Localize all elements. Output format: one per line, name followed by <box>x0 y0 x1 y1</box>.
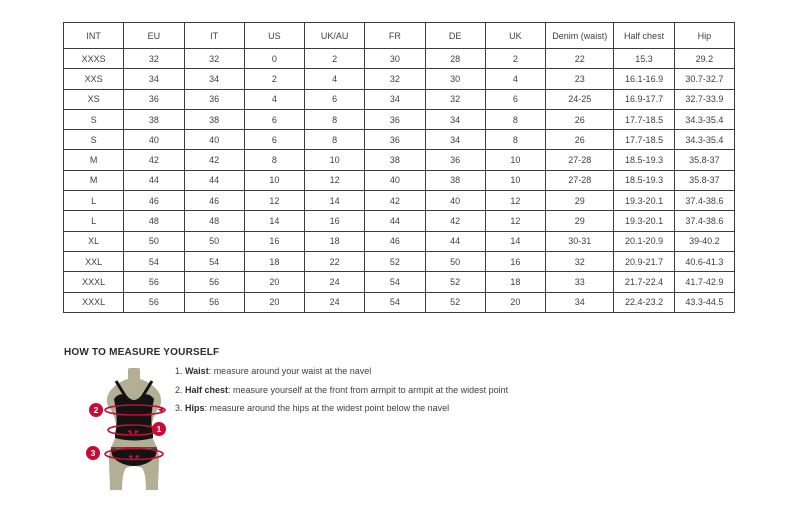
size-cell: 19.3-20.1 <box>614 211 674 231</box>
size-cell: 35.8-37 <box>674 170 734 190</box>
step-text: : measure around the hips at the widest point below the navel <box>204 403 450 413</box>
size-cell: 40 <box>365 170 425 190</box>
step-text: : measure yourself at the front from armpit to armpit at the widest point <box>228 384 509 395</box>
measure-step <box>175 400 508 419</box>
size-cell: 12 <box>485 211 545 231</box>
size-cell: 44 <box>425 231 485 251</box>
size-cell: 29.2 <box>674 49 734 69</box>
chest-marker-badge <box>89 403 103 417</box>
size-cell: 34.3-35.4 <box>674 109 734 129</box>
size-row <box>64 170 735 190</box>
mannequin-illustration <box>86 364 182 490</box>
size-cell: 10 <box>485 150 545 170</box>
size-cell: 21.7-22.4 <box>614 272 674 292</box>
size-cell: 42 <box>365 191 425 211</box>
size-cell: 40 <box>184 130 244 150</box>
size-cell: 40.6-41.3 <box>674 251 734 271</box>
size-cell: 30-31 <box>546 231 614 251</box>
size-cell: 36 <box>365 109 425 129</box>
hips-marker-badge <box>86 446 100 460</box>
size-cell: 8 <box>305 109 365 129</box>
size-cell: 44 <box>365 211 425 231</box>
size-cell: 17.7-18.5 <box>614 109 674 129</box>
column-header-fr: FR <box>365 23 425 49</box>
size-cell: 0 <box>244 49 304 69</box>
size-cell: 32 <box>184 49 244 69</box>
size-cell: XS <box>64 89 124 109</box>
size-cell: 4 <box>305 69 365 89</box>
size-cell: 16 <box>305 211 365 231</box>
size-cell: 56 <box>184 272 244 292</box>
step-label: Half chest <box>185 384 229 395</box>
size-row <box>64 150 735 170</box>
size-cell: S <box>64 130 124 150</box>
hips-marker-number: 3 <box>90 448 96 458</box>
size-cell: 29 <box>546 191 614 211</box>
size-cell: 54 <box>184 251 244 271</box>
step-text: : measure around your waist at the navel <box>208 366 372 376</box>
size-cell: 16 <box>485 251 545 271</box>
size-cell: 34.3-35.4 <box>674 130 734 150</box>
size-cell: 52 <box>425 272 485 292</box>
size-cell: 37.4-38.6 <box>674 191 734 211</box>
size-cell: 36 <box>184 89 244 109</box>
size-cell: 14 <box>305 191 365 211</box>
measure-steps-list <box>175 363 508 419</box>
size-cell: 18.5-19.3 <box>614 170 674 190</box>
waist-marker-badge <box>152 422 166 436</box>
column-header-eu: EU <box>124 23 184 49</box>
size-cell: 38 <box>365 150 425 170</box>
size-cell: 4 <box>244 89 304 109</box>
size-cell: 2 <box>485 49 545 69</box>
size-cell: 34 <box>546 292 614 312</box>
size-row <box>64 191 735 211</box>
step-number: 1. <box>175 366 186 376</box>
size-cell: 41.7-42.9 <box>674 272 734 292</box>
size-cell: 12 <box>305 170 365 190</box>
size-cell: 30 <box>365 49 425 69</box>
size-cell: 33 <box>546 272 614 292</box>
size-cell: 20.1-20.9 <box>614 231 674 251</box>
size-cell: 48 <box>124 211 184 231</box>
size-cell: 27-28 <box>546 150 614 170</box>
size-cell: 18 <box>244 251 304 271</box>
size-cell: 2 <box>244 69 304 89</box>
size-cell: 52 <box>425 292 485 312</box>
size-row <box>64 231 735 251</box>
size-row <box>64 49 735 69</box>
size-cell: 2 <box>305 49 365 69</box>
size-cell: 50 <box>124 231 184 251</box>
size-cell: 16.9-17.7 <box>614 89 674 109</box>
size-cell: 36 <box>124 89 184 109</box>
size-cell: 6 <box>244 109 304 129</box>
size-cell: 36 <box>425 150 485 170</box>
size-cell: 46 <box>365 231 425 251</box>
size-cell: 34 <box>184 69 244 89</box>
column-header-us: US <box>244 23 304 49</box>
size-cell: 16 <box>244 231 304 251</box>
size-row <box>64 69 735 89</box>
size-cell: 22.4-23.2 <box>614 292 674 312</box>
size-cell: 30 <box>425 69 485 89</box>
size-cell: 4 <box>485 69 545 89</box>
size-cell: 54 <box>365 272 425 292</box>
column-header-half-chest: Half chest <box>614 23 674 49</box>
size-cell: 28 <box>425 49 485 69</box>
size-cell: 29 <box>546 211 614 231</box>
step-label: Hips <box>185 403 205 413</box>
mannequin-figure-svg <box>86 364 182 490</box>
size-cell: 24 <box>305 272 365 292</box>
size-cell: 43.3-44.5 <box>674 292 734 312</box>
size-cell: XXXL <box>64 272 124 292</box>
size-cell: 34 <box>124 69 184 89</box>
size-cell: XXXL <box>64 292 124 312</box>
size-cell: L <box>64 211 124 231</box>
size-cell: 20 <box>244 292 304 312</box>
step-label: Waist <box>185 366 209 376</box>
size-cell: 50 <box>184 231 244 251</box>
size-cell: 8 <box>244 150 304 170</box>
size-cell: 44 <box>184 170 244 190</box>
size-cell: 46 <box>184 191 244 211</box>
size-cell: 6 <box>485 89 545 109</box>
size-cell: 32 <box>425 89 485 109</box>
size-cell: XXL <box>64 251 124 271</box>
size-cell: 32.7-33.9 <box>674 89 734 109</box>
size-chart-body <box>64 49 735 313</box>
size-cell: M <box>64 170 124 190</box>
size-cell: 10 <box>485 170 545 190</box>
size-cell: XXS <box>64 69 124 89</box>
size-cell: 22 <box>546 49 614 69</box>
measure-guide-heading: HOW TO MEASURE YOURSELF <box>64 347 220 358</box>
size-cell: 52 <box>365 251 425 271</box>
size-chart-header-row <box>64 23 735 49</box>
size-cell: 39-40.2 <box>674 231 734 251</box>
column-header-int: INT <box>64 23 124 49</box>
size-cell: 44 <box>124 170 184 190</box>
size-cell: M <box>64 150 124 170</box>
size-cell: 14 <box>485 231 545 251</box>
column-header-it: IT <box>184 23 244 49</box>
size-cell: 6 <box>244 130 304 150</box>
size-cell: 26 <box>546 109 614 129</box>
size-cell: 37.4-38.6 <box>674 211 734 231</box>
size-cell: 8 <box>485 130 545 150</box>
size-cell: 18 <box>485 272 545 292</box>
size-cell: 48 <box>184 211 244 231</box>
size-row <box>64 211 735 231</box>
measure-step <box>175 363 508 382</box>
size-cell: 54 <box>124 251 184 271</box>
size-chart-table <box>63 22 735 313</box>
size-cell: L <box>64 191 124 211</box>
size-cell: 26 <box>546 130 614 150</box>
size-cell: 34 <box>425 109 485 129</box>
size-cell: 20 <box>485 292 545 312</box>
size-cell: 36 <box>365 130 425 150</box>
size-cell: 18 <box>305 231 365 251</box>
step-number: 2. <box>175 384 186 395</box>
size-row <box>64 272 735 292</box>
size-cell: 16.1-16.9 <box>614 69 674 89</box>
chest-marker-number: 2 <box>93 405 99 415</box>
size-cell: 22 <box>305 251 365 271</box>
size-cell: 38 <box>184 109 244 129</box>
size-cell: 42 <box>184 150 244 170</box>
size-cell: 24 <box>305 292 365 312</box>
column-header-uk: UK <box>485 23 545 49</box>
size-cell: 24-25 <box>546 89 614 109</box>
size-cell: 32 <box>124 49 184 69</box>
size-cell: 32 <box>365 69 425 89</box>
size-row <box>64 109 735 129</box>
size-cell: 50 <box>425 251 485 271</box>
size-cell: XL <box>64 231 124 251</box>
size-cell: 23 <box>546 69 614 89</box>
column-header-uk-au: UK/AU <box>305 23 365 49</box>
size-cell: 38 <box>124 109 184 129</box>
size-cell: 8 <box>305 130 365 150</box>
size-cell: 42 <box>425 211 485 231</box>
size-cell: XXXS <box>64 49 124 69</box>
size-row <box>64 89 735 109</box>
column-header-denim-waist: Denim (waist) <box>546 23 614 49</box>
size-cell: 12 <box>485 191 545 211</box>
size-cell: 14 <box>244 211 304 231</box>
size-cell: 17.7-18.5 <box>614 130 674 150</box>
size-cell: 56 <box>184 292 244 312</box>
size-row <box>64 251 735 271</box>
size-cell: 54 <box>365 292 425 312</box>
size-cell: 46 <box>124 191 184 211</box>
size-cell: 38 <box>425 170 485 190</box>
size-cell: 56 <box>124 292 184 312</box>
size-cell: 34 <box>365 89 425 109</box>
size-cell: 35.8-37 <box>674 150 734 170</box>
size-chart-header <box>64 23 735 49</box>
size-cell: 34 <box>425 130 485 150</box>
size-cell: 12 <box>244 191 304 211</box>
size-cell: 27-28 <box>546 170 614 190</box>
size-cell: 20.9-21.7 <box>614 251 674 271</box>
step-number: 3. <box>175 403 186 413</box>
size-cell: 8 <box>485 109 545 129</box>
size-cell: 10 <box>244 170 304 190</box>
size-cell: 40 <box>124 130 184 150</box>
size-cell: 10 <box>305 150 365 170</box>
measure-step <box>175 382 508 401</box>
size-cell: 32 <box>546 251 614 271</box>
size-row <box>64 292 735 312</box>
size-cell: 42 <box>124 150 184 170</box>
size-cell: 20 <box>244 272 304 292</box>
size-cell: 15.3 <box>614 49 674 69</box>
size-cell: 56 <box>124 272 184 292</box>
size-cell: 6 <box>305 89 365 109</box>
size-cell: 30.7-32.7 <box>674 69 734 89</box>
column-header-hip: Hip <box>674 23 734 49</box>
size-cell: 40 <box>425 191 485 211</box>
column-header-de: DE <box>425 23 485 49</box>
size-cell: 19.3-20.1 <box>614 191 674 211</box>
size-row <box>64 130 735 150</box>
waist-marker-number: 1 <box>156 424 162 434</box>
size-cell: S <box>64 109 124 129</box>
size-cell: 18.5-19.3 <box>614 150 674 170</box>
